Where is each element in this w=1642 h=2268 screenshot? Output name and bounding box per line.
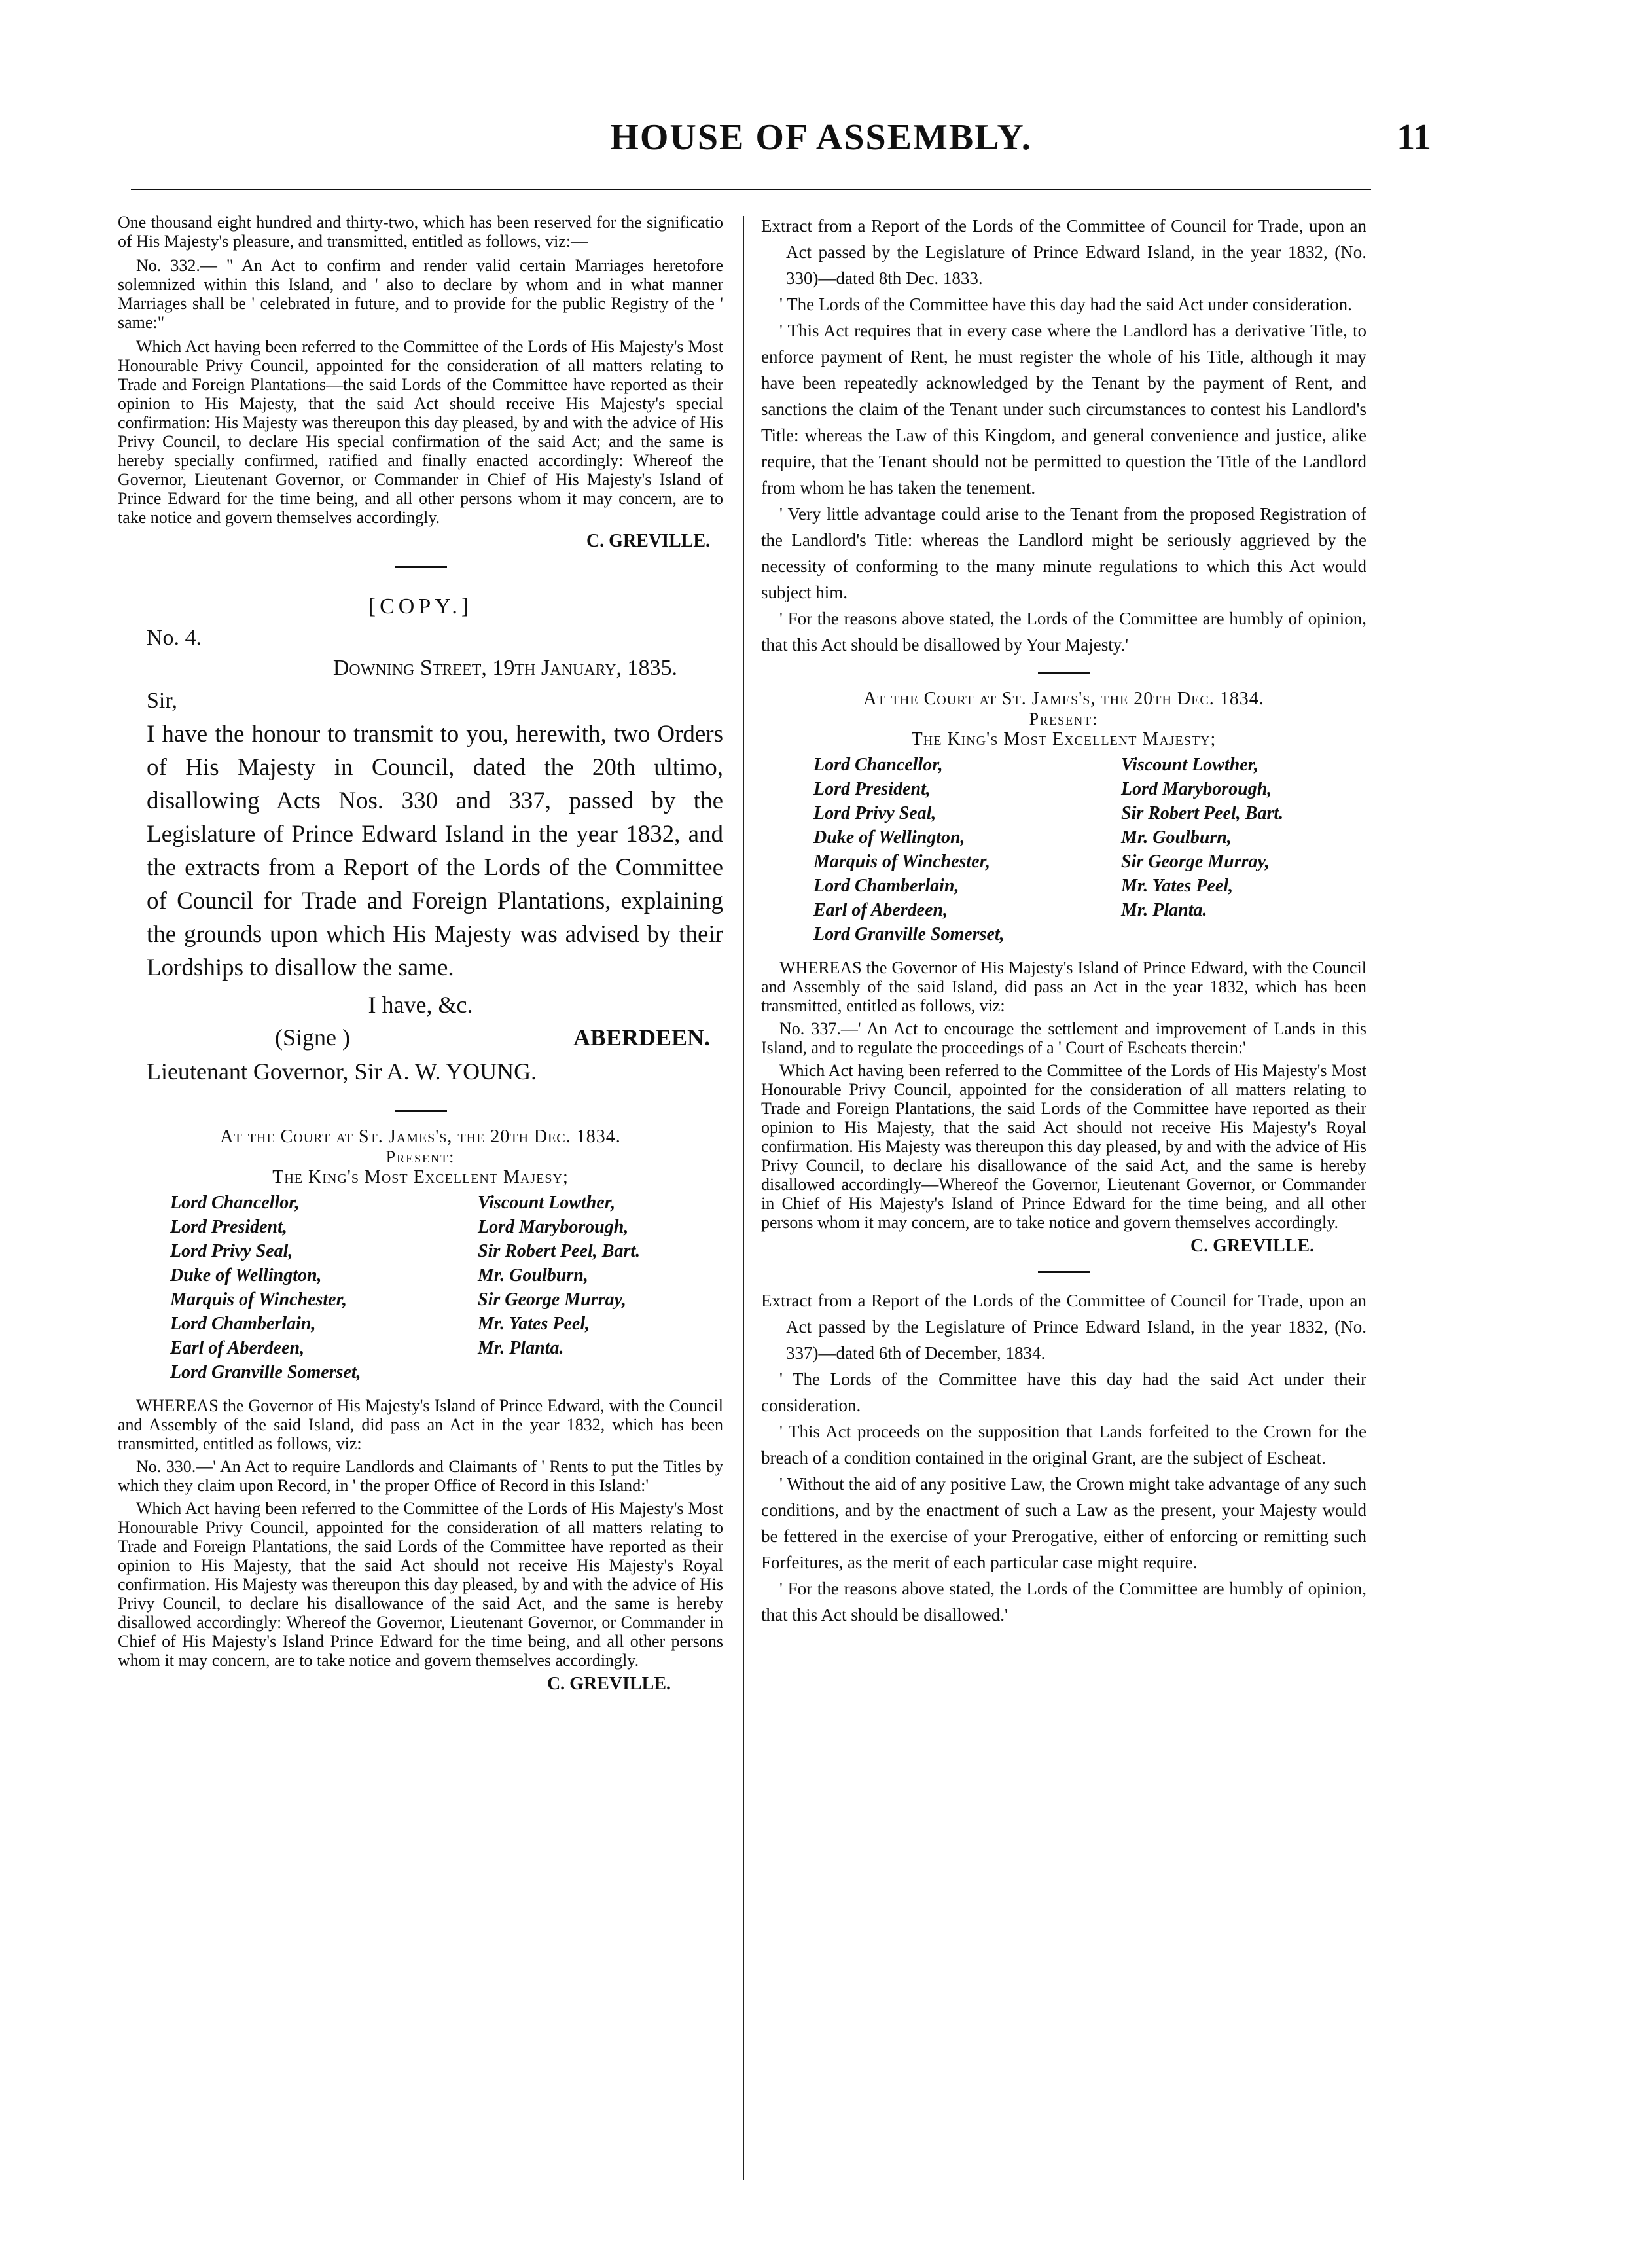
member [1121, 922, 1396, 946]
paragraph: ' The Lords of the Committee have this day had the said Act under consideration. [779, 295, 1352, 314]
divider [395, 566, 447, 568]
paragraph: ' For the reasons above stated, the Lords of the Committee are humbly of opinion, that this Act should be disallowed.' [761, 1579, 1366, 1625]
member: Mr. Yates Peel, [1121, 876, 1234, 896]
divider [1038, 672, 1090, 674]
member [478, 1360, 753, 1384]
member: Lord President, [170, 1217, 287, 1237]
member: Earl of Aberdeen, [813, 900, 948, 920]
paragraph: ' This Act requires that in every case where the Landlord has a derivative Title, to enforce payment of Rent, he must register the whole of his Title, although it may have been repeatedly acknowledged by the Tenant by the payment of Rent, and sanctions the claim of the Tenant under such circumstances to contest his Landlord's Title: whereas the Law of this Kingdom, and general convenience and justice, alike require, that the Tenant should not be permitted to question the Title of the Landlord from whom he has taken the tenement. [761, 321, 1366, 497]
member: Lord Granville Somerset, [813, 924, 1005, 945]
divider [1038, 1271, 1090, 1273]
member: Lord Privy Seal, [813, 803, 937, 823]
member: Lord Chamberlain, [170, 1314, 316, 1334]
signed-label: (Signe ) [275, 1024, 350, 1051]
member: Viscount Lowther, [478, 1193, 616, 1213]
member: Mr. Goulburn, [478, 1265, 588, 1286]
header-rule [131, 189, 1371, 190]
member: Duke of Wellington, [813, 827, 965, 848]
paragraph: ' For the reasons above stated, the Lords of the Committee are humbly of opinion, that this Act should be disallowed by Your Majesty.' [761, 609, 1366, 655]
paragraph: Which Act having been referred to the Committee of the Lords of His Majesty's Most Honourable Privy Council, appointed for the consideration of all matters relating to Trade and Foreign Plantations—the said Lords of the Committee have reported as their opinion to His Majesty, that the said Act should receive His Majesty's special confirmation: His Majesty was thereupon this day pleased, by and with the advice of His Privy Council, to declare His special confirmation of the said Act; and the same is hereby specially confirmed, ratified and finally enacted accordingly: Whereof the Governor, Lieutenant Governor, or Commander in Chief of His Majesty's Island of Prince Edward for the time being, and all other persons whom it may concern, are to take notice and govern themselves accordingly. [118, 337, 723, 527]
paragraph: One thousand eight hundred and thirty-two, which has been reserved for the significatio of His Majesty's pleasure, and transmitted, entitled as follows, viz:— [118, 213, 723, 251]
signature: C. GREVILLE. [586, 531, 710, 551]
act-title: No. 330.—' An Act to require Landlords and Claimants of ' Rents to put the Titles by which they claim upon Record, in ' the proper Office of Record in this Island:' [118, 1457, 723, 1495]
letter-body: I have the honour to transmit to you, herewith, two Orders of His Majesty in Council, dated the 20th ultimo, disallowing Acts Nos. 330 and 337, passed by the Legislature of Prince Edward Island in the year 1832, and the extracts from a Report of the Lords of the Committee of Council for Trade and Foreign Plantations, explaining the grounds upon which His Majesty was advised by their Lordships to disallow the same. [147, 721, 723, 981]
member: Duke of Wellington, [170, 1265, 322, 1286]
page-title: HOUSE OF ASSEMBLY. [610, 117, 1032, 158]
page-number: 11 [1397, 117, 1431, 158]
member: Sir Robert Peel, Bart. [478, 1241, 641, 1261]
paragraph: ' This Act proceeds on the supposition that Lands forfeited to the Crown for the breach of a condition contained in the original Grant, are the subject of Escheat. [761, 1422, 1366, 1467]
divider [395, 1110, 447, 1112]
council-members [118, 1191, 723, 1384]
member: Sir Robert Peel, Bart. [1121, 803, 1284, 823]
member: Lord Chancellor, [813, 755, 943, 775]
member: Earl of Aberdeen, [170, 1338, 305, 1358]
whereas-paragraph: WHEREAS the Governor of His Majesty's Island of Prince Edward, with the Council and Assembly of the said Island, did pass an Act in the year 1832, which has been transmitted, entitled as follows, viz: [761, 958, 1366, 1015]
member: Marquis of Winchester, [170, 1289, 347, 1310]
member: Lord Maryborough, [1121, 779, 1272, 799]
dateline: Downing Street, 19th January, 1835. [332, 656, 677, 680]
member: Viscount Lowther, [1121, 755, 1259, 775]
kings-heading: The King's Most Excellent Majesty; [911, 729, 1217, 749]
member: Lord President, [813, 779, 931, 799]
member: Lord Chancellor, [170, 1193, 300, 1213]
member: Mr. Yates Peel, [478, 1314, 590, 1334]
copy-heading: [COPY.] [368, 594, 473, 619]
addressee: Lieutenant Governor, Sir A. W. YOUNG. [147, 1058, 537, 1085]
member: Lord Chamberlain, [813, 876, 959, 896]
closing: I have, &c. [368, 992, 473, 1018]
council-members [761, 753, 1366, 946]
signature-aberdeen: ABERDEEN. [573, 1024, 710, 1051]
extract-heading: Extract from a Report of the Lords of the Committee of Council for Trade, upon an Act passed by the Legislature of Prince Edward Island, in the year 1832, (No. 337)—dated 6th of December, 1834. [761, 1291, 1366, 1363]
member: Sir George Murray, [1121, 852, 1270, 872]
document-number: No. 4. [147, 626, 202, 650]
member: Lord Granville Somerset, [170, 1362, 361, 1382]
act-title: No. 332.— " An Act to confirm and render valid certain Marriages heretofore solemnized within this Island, and ' also to declare by whom and in what manner Marriages shall be ' celebrated in future, and to provide for the public Registry of the ' same:" [118, 256, 723, 332]
signature: C. GREVILLE. [1190, 1236, 1314, 1256]
kings-heading: The King's Most Excellent Majesy; [272, 1167, 569, 1187]
paragraph: ' Without the aid of any positive Law, the Crown might take advantage of any such conditions, and by the enactment of such a Law as the present, your Majesty would be fettered in the exercise of your Prerogative, either of enforcing or remitting such Forfeitures, as the merit of each particular case might require. [761, 1474, 1366, 1572]
member: Lord Privy Seal, [170, 1241, 293, 1261]
court-heading: At the Court at St. James's, the 20th Dec. 1834. [863, 689, 1264, 709]
act-title: No. 337.—' An Act to encourage the settlement and improvement of Lands in this Island, and to regulate the proceedings of a ' Court of Escheats therein:' [761, 1019, 1366, 1057]
salutation: Sir, [147, 689, 177, 713]
paragraph: Which Act having been referred to the Committee of the Lords of His Majesty's Most Honourable Privy Council, appointed for the consideration of all matters relating to Trade and Foreign Plantations, the said Lords of the Committee have reported as their opinion to His Majesty, that the said Act should not receive His Majesty's Royal confirmation. His Majesty was thereupon this day pleased, by and with the advice of His Privy Council, to declare his disallowance of the said Act, and the same is hereby disallowed accordingly—Whereof the Governor, Lieutenant Governor, or Commander in Chief of His Majesty's Island of Prince Edward for the time being, and all other persons whom it may concern, are to take notice and govern themselves accordingly. [761, 1061, 1366, 1232]
signature-line [118, 1024, 723, 1051]
member: Mr. Goulburn, [1121, 827, 1232, 848]
present-heading: Present: [385, 1147, 455, 1166]
court-heading: At the Court at St. James's, the 20th Dec. 1834. [220, 1126, 621, 1147]
member: Lord Maryborough, [478, 1217, 629, 1237]
member: Mr. Planta. [478, 1338, 564, 1358]
whereas-paragraph: WHEREAS the Governor of His Majesty's Island of Prince Edward, with the Council and Assembly of the said Island, did pass an Act in the year 1832, which has been transmitted, entitled as follows, viz: [118, 1396, 723, 1453]
paragraph: ' The Lords of the Committee have this day had the said Act under their consideration. [761, 1369, 1366, 1415]
right-column [761, 213, 1366, 1628]
member: Marquis of Winchester, [813, 852, 990, 872]
page-header [0, 117, 1642, 175]
paragraph: ' Very little advantage could arise to the Tenant from the proposed Registration of the Landlord's Title: whereas the Landlord might be seriously aggrieved by the necessity of conforming to the many minute regulations to which this Act would subject him. [761, 504, 1366, 602]
present-heading: Present: [1029, 710, 1099, 729]
extract-heading: Extract from a Report of the Lords of the Committee of Council for Trade, upon an Act passed by the Legislature of Prince Edward Island, in the year 1832, (No. 330)—dated 8th Dec. 1833. [761, 216, 1366, 288]
signature: C. GREVILLE. [546, 1674, 671, 1694]
member: Sir George Murray, [478, 1289, 626, 1310]
paragraph: Which Act having been referred to the Committee of the Lords of His Majesty's Most Honourable Privy Council, appointed for the consideration of all matters relating to Trade and Foreign Plantations, the said Lords of the Committee have reported as their opinion to His Majesty, that the said Act should not receive His Majesty's Royal confirmation. His Majesty was thereupon this day pleased, by and with the advice of His Privy Council, to declare his disallowance of the said Act, and the same is hereby disallowed accordingly: Whereof the Governor, Lieutenant Governor, or Commander in Chief of His Majesty's Island Prince Edward for the time being, and all other persons whom it may concern, are to take notice and govern themselves accordingly. [118, 1499, 723, 1670]
member: Mr. Planta. [1121, 900, 1207, 920]
left-column [118, 213, 723, 1695]
